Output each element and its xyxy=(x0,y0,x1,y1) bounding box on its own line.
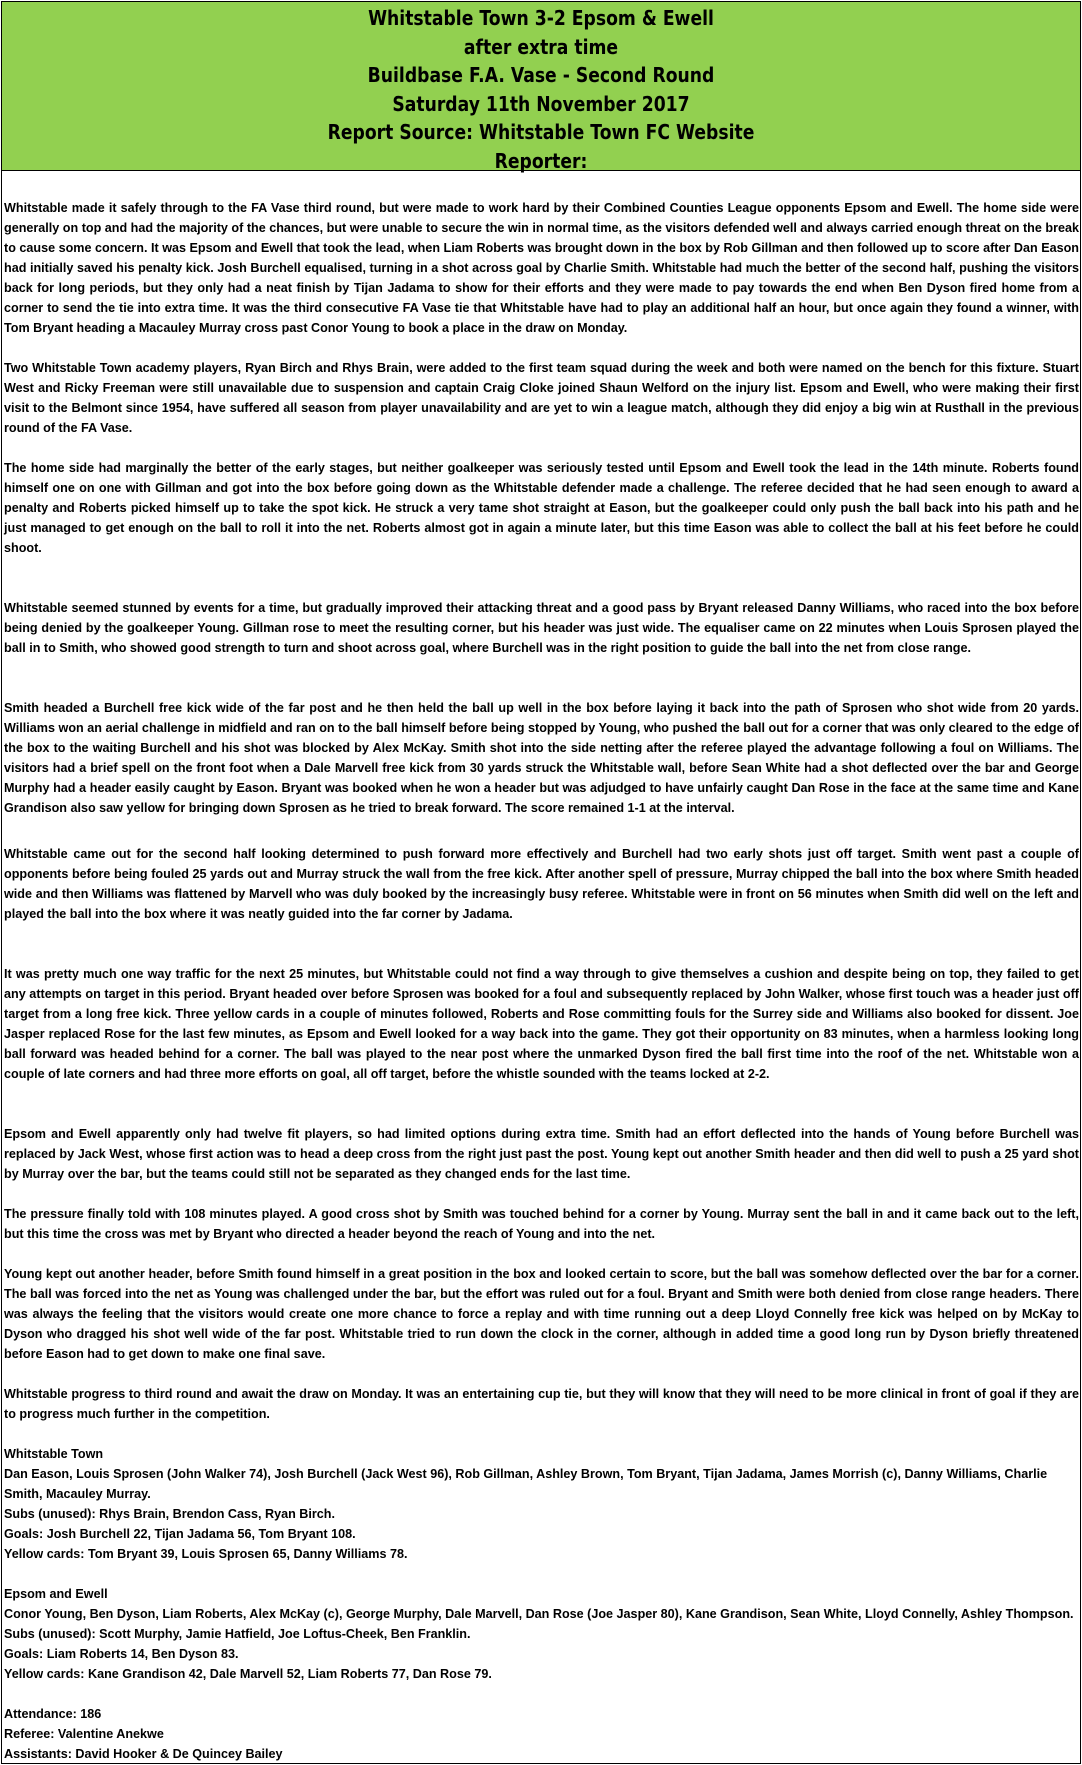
report-paragraph: The pressure finally told with 108 minutes played. A good cross shot by Smith was touched behind for a corner by Young. Murray sent the ball in and it came back out to the left, but this time the cross was met by Bryant who directed a header beyond the reach of Young and into the net. xyxy=(4,1207,1079,1241)
match-title: Whitstable Town 3-2 Epsom & Ewell xyxy=(368,6,714,30)
away-team-subs: Subs (unused): Scott Murphy, Jamie Hatfield, Joe Loftus-Cheek, Ben Franklin. xyxy=(4,1627,471,1641)
assistants: Assistants: David Hooker & De Quincey Bailey xyxy=(4,1747,283,1761)
report-paragraph: Whitstable made it safely through to the FA Vase third round, but were made to work hard by their Combined Counties League opponents Epsom and Ewell. The home side were generally on top and had the majority of the chances, but were unable to secure the win in normal time, as the visitors defended well and always carried enough threat on the break to cause some concern. It was Epsom and Ewell that took the lead, when Liam Roberts was brought down in the box by Rob Gillman and then followed up to score after Dan Eason had initially saved his penalty kick. Josh Burchell equalised, turning in a shot across goal by Charlie Smith. Whitstable had much the better of the second half, pushing the visitors back for long periods, but they only had a neat finish by Tijan Jadama to show for their efforts and they were made to pay towards the end when Ben Dyson fired home from a corner to send the tie into extra time. It was the third consecutive FA Vase tie that Whitstable have had to play an additional half an hour, but once again they found a winner, with Tom Bryant heading a Macauley Murray cross past Conor Young to book a place in the draw on Monday. xyxy=(4,201,1079,335)
home-team-goals: Goals: Josh Burchell 22, Tijan Jadama 56, Tom Bryant 108. xyxy=(4,1527,356,1541)
report-source: Report Source: Whitstable Town FC Website xyxy=(327,120,755,144)
attendance: Attendance: 186 xyxy=(4,1707,102,1721)
home-team-name: Whitstable Town xyxy=(4,1447,104,1461)
report-paragraph: Whitstable came out for the second half looking determined to push forward more effectively and Burchell had two early shots just off target. Smith went past a couple of opponents before being fouled 25 yards out and Murray struck the wall from the free kick. After another spell of pressure, Murray chipped the ball into the box where Smith headed wide and then Williams was flattened by Marvell who was duly booked by the increasingly busy referee. Whitstable were in front on 56 minutes when Smith did well on the left and played the ball into the box where it was neatly guided into the far corner by Jadama. xyxy=(4,847,1079,921)
report-paragraph: Whitstable seemed stunned by events for a time, but gradually improved their attacking threat and a good pass by Bryant released Danny Williams, who raced into the box before being denied by the goalkeeper Young. Gillman rose to meet the resulting corner, but his header was just wide. The equaliser came on 22 minutes when Louis Sprosen played the ball in to Smith, who showed good strength to turn and shoot across goal, where Burchell was in the right position to guide the ball into the net from close range. xyxy=(4,601,1079,655)
report-paragraph: The home side had marginally the better of the early stages, but neither goalkeeper was seriously tested until Epsom and Ewell took the lead in the 14th minute. Roberts found himself one on one with Gillman and got into the box before going down as the Whitstable defender made a challenge. The referee decided that he had seen enough to award a penalty and Roberts picked himself up to take the spot kick. He struck a very tame shot straight at Eason, but the goalkeeper could only push the ball back into his path and he just managed to get enough on the ball to roll it into the net. Roberts almost got in again a minute later, but this time Eason was able to collect the ball at his feet before he could shoot. xyxy=(4,461,1079,555)
competition: Buildbase F.A. Vase - Second Round xyxy=(367,63,715,87)
away-team-lineup: Conor Young, Ben Dyson, Liam Roberts, Alex McKay (c), George Murphy, Dale Marvell, Dan Rose (Joe Jasper 80), Kane Grandison, Sean White, Lloyd Connelly, Ashley Thompson. xyxy=(4,1607,1074,1621)
match-info-section xyxy=(4,1704,1079,1764)
match-subtitle: after extra time xyxy=(463,34,619,59)
report-paragraph: Two Whitstable Town academy players, Ryan Birch and Rhys Brain, were added to the first team squad during the week and both were named on the bench for this fixture. Stuart West and Ricky Freeman were still unavailable due to suspension and captain Craig Cloke joined Shaun Welford on the injury list. Epsom and Ewell, who were making their first visit to the Belmont since 1954, have suffered all season from player unavailability and are yet to win a league match, although they did enjoy a big win at Rusthall in the previous round of the FA Vase. xyxy=(4,361,1079,435)
home-team-yellow-cards: Yellow cards: Tom Bryant 39, Louis Sprosen 65, Danny Williams 78. xyxy=(4,1547,408,1561)
report-paragraph: Young kept out another header, before Smith found himself in a great position in the box and looked certain to score, but the ball was somehow deflected over the bar for a corner. The ball was forced into the net as Young was challenged under the bar, but the effort was ruled out for a foul. Bryant and Smith were both denied from close range headers. There was always the feeling that the visitors would create one more chance to force a replay and with time running out a deep Lloyd Connelly free kick was helped on by McKay to Dyson who dragged his shot well wide of the far post. Whitstable tried to run down the clock in the corner, although in added time a good long run by Dyson briefly threatened before Eason had to get down to make one final save. xyxy=(4,1267,1079,1361)
home-team-lineup: Dan Eason, Louis Sprosen (John Walker 74), Josh Burchell (Jack West 96), Rob Gillman, Ashley Brown, Tom Bryant, Tijan Jadama, James Morrish (c), Danny Williams, Charlie Smith, Macauley Murray. xyxy=(4,1467,1048,1501)
home-team-section xyxy=(4,1444,1079,1564)
referee: Referee: Valentine Anekwe xyxy=(4,1727,164,1741)
away-team-goals: Goals: Liam Roberts 14, Ben Dyson 83. xyxy=(4,1647,239,1661)
away-team-section xyxy=(4,1584,1079,1684)
match-header xyxy=(1,1,1081,171)
report-paragraph: Smith headed a Burchell free kick wide of the far post and he then held the ball up well in the box before laying it back into the path of Sprosen who shot wide from 20 yards. Williams won an aerial challenge in midfield and ran on to the ball himself before being stopped by Young, who pushed the ball out for a corner that was only cleared to the edge of the box to the waiting Burchell and his shot was blocked by Alex McKay. Smith shot into the side netting after the referee played the advantage following a foul on Williams. The visitors had a brief spell on the front foot when a Dale Marvell free kick from 30 yards struck the Whitstable wall, before Sean White had a shot deflected over the bar and George Murphy had a header easily caught by Eason. Bryant was booked when he won a header but was adjudged to have unfairly caught Dan Rose in the face at the same time and Kane Grandison also saw yellow for bringing down Sprosen as he tried to break forward. The score remained 1-1 at the interval. xyxy=(4,701,1079,815)
away-team-name: Epsom and Ewell xyxy=(4,1587,108,1601)
report-paragraph: It was pretty much one way traffic for the next 25 minutes, but Whitstable could not find a way through to give themselves a cushion and despite being on top, they failed to get any attempts on target in this period. Bryant headed over before Sprosen was booked for a foul and subsequently replaced by John Walker, whose first touch was a header just off target from a long free kick. Three yellow cards in a couple of minutes followed, Roberts and Rose committing fouls for the Surrey side and Williams also booked for dissent. Joe Jasper replaced Rose for the last few minutes, as Epsom and Ewell looked for a way back into the game. They got their opportunity on 83 minutes, when a harmless looking long ball forward was headed behind for a corner. The ball was played to the near post where the unmarked Dyson fired the ball first time into the roof of the net. Whitstable won a couple of late corners and had three more efforts on goal, all off target, before the whistle sounded with the teams locked at 2-2. xyxy=(4,967,1079,1081)
report-body xyxy=(4,198,1079,1764)
reporter: Reporter: xyxy=(494,148,588,173)
match-date: Saturday 11th November 2017 xyxy=(392,91,690,116)
away-team-yellow-cards: Yellow cards: Kane Grandison 42, Dale Marvell 52, Liam Roberts 77, Dan Rose 79. xyxy=(4,1667,492,1681)
home-team-subs: Subs (unused): Rhys Brain, Brendon Cass, Ryan Birch. xyxy=(4,1507,335,1521)
report-paragraph: Whitstable progress to third round and await the draw on Monday. It was an entertaining cup tie, but they will know that they will need to be more clinical in front of goal if they are to progress much further in the competition. xyxy=(4,1387,1079,1421)
report-paragraph: Epsom and Ewell apparently only had twelve fit players, so had limited options during extra time. Smith had an effort deflected into the hands of Young before Burchell was replaced by Jack West, whose first action was to head a deep cross from the right just past the post. Young kept out another Smith header and then did well to push a 25 yard shot by Murray over the bar, but the teams could still not be separated as they changed ends for the last time. xyxy=(4,1127,1079,1181)
